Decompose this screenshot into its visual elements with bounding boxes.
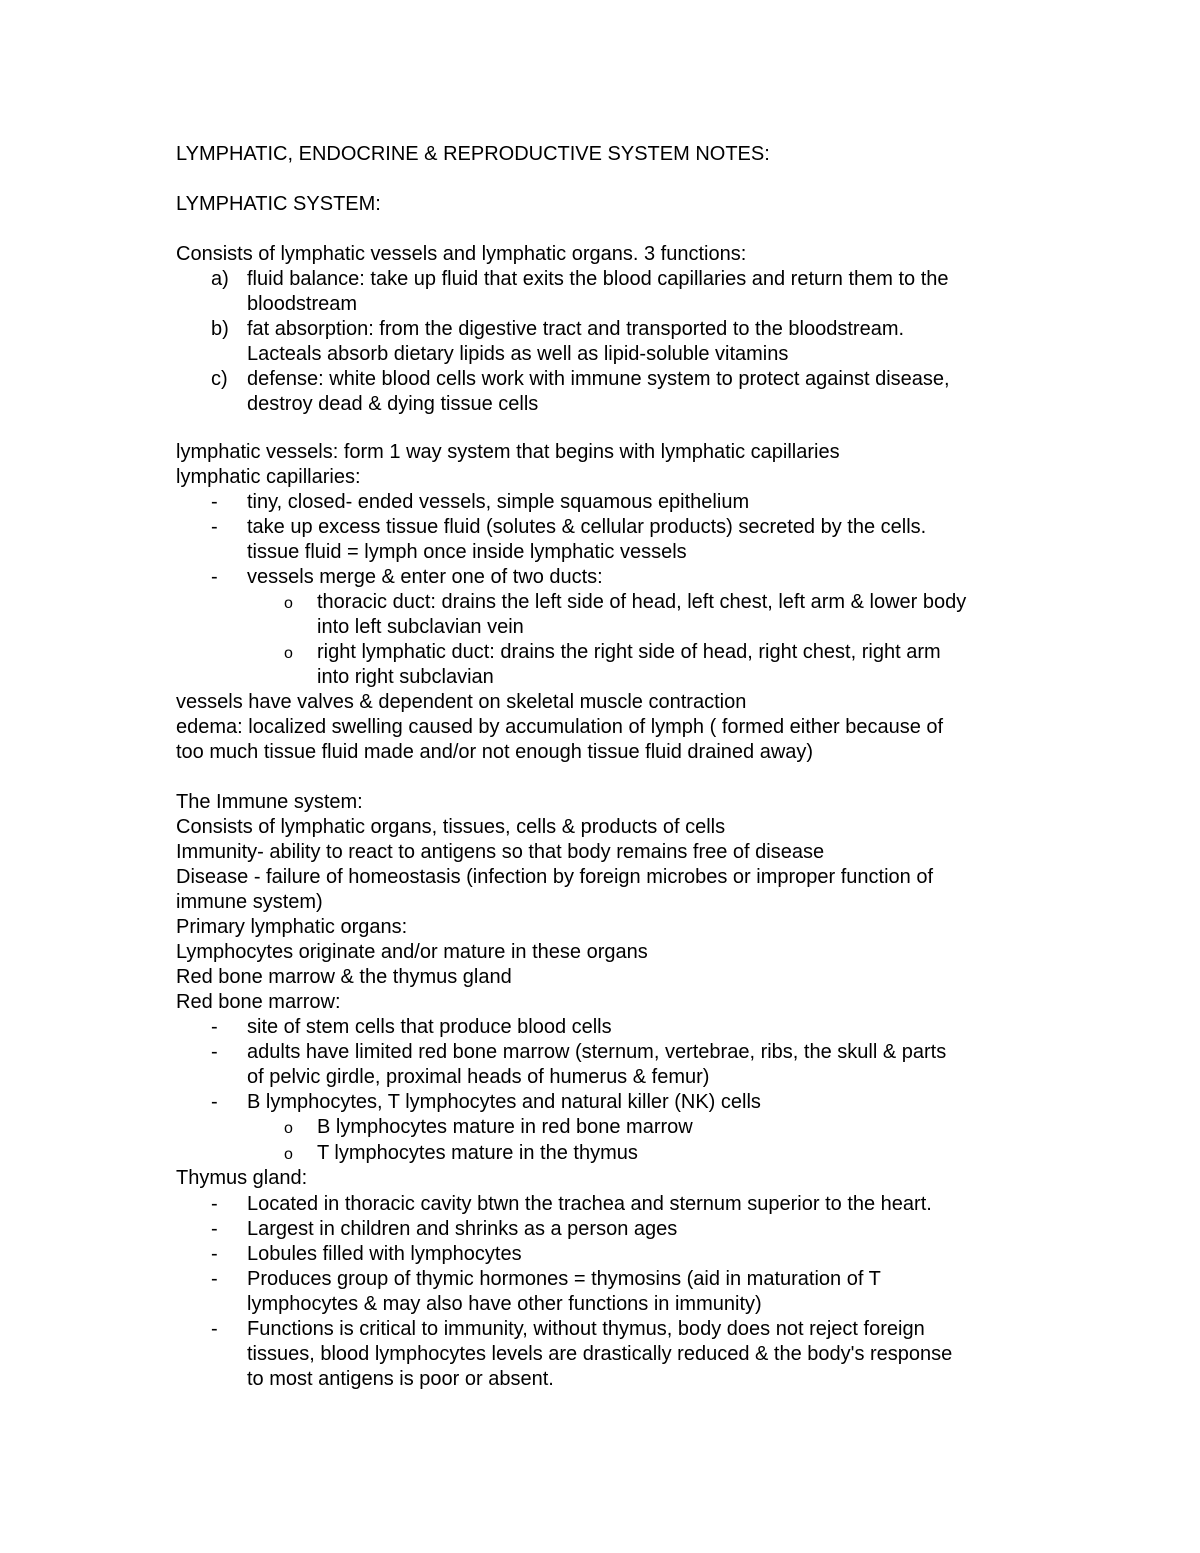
paragraph-line: Red bone marrow & the thymus gland [176,966,512,988]
section-heading: LYMPHATIC SYSTEM: [176,193,381,215]
paragraph-line: edema: localized swelling caused by accumulation of lymph ( formed either because of [176,716,944,738]
paragraph-line: too much tissue fluid made and/or not enough tissue fluid drained away) [176,741,814,763]
sublist-item-text: into left subclavian vein [317,616,524,638]
sublist-marker: o [284,645,293,662]
list-marker: - [211,491,218,513]
intro-text: Consists of lymphatic vessels and lymphatic organs. 3 functions: [176,243,747,265]
list-item-text: fat absorption: from the digestive tract and transported to the bloodstream. [247,318,905,340]
list-item-text: Lacteals absorb dietary lipids as well as lipid-soluble vitamins [247,343,789,365]
list-item-text: bloodstream [247,293,358,315]
paragraph-line: Immunity- ability to react to antigens so that body remains free of disease [176,841,825,863]
sublist-item-text: right lymphatic duct: drains the right side of head, right chest, right arm [317,641,941,663]
list-item-text: vessels merge & enter one of two ducts: [247,566,603,588]
paragraph-line: Disease - failure of homeostasis (infection by foreign microbes or improper function of [176,866,934,888]
list-item-text: Largest in children and shrinks as a person ages [247,1218,678,1240]
subheading: Red bone marrow: [176,991,341,1013]
sublist-item-text: into right subclavian [317,666,494,688]
subheading: Thymus gland: [176,1167,308,1189]
subheading: The Immune system: [176,791,363,813]
list-marker: c) [211,368,228,390]
list-item-text: of pelvic girdle, proximal heads of humerus & femur) [247,1066,710,1088]
list-item-text: tissue fluid = lymph once inside lymphatic vessels [247,541,687,563]
paragraph-line: Consists of lymphatic organs, tissues, cells & products of cells [176,816,726,838]
sublist-marker: o [284,1120,293,1137]
list-item-text: Lobules filled with lymphocytes [247,1243,522,1265]
paragraph-line: lymphatic vessels: form 1 way system that begins with lymphatic capillaries [176,441,840,463]
list-item-text: to most antigens is poor or absent. [247,1368,554,1390]
list-marker: b) [211,318,229,340]
list-item-text: B lymphocytes, T lymphocytes and natural killer (NK) cells [247,1091,761,1113]
sublist-item-text: thoracic duct: drains the left side of head, left chest, left arm & lower body [317,591,967,613]
paragraph-line: immune system) [176,891,323,913]
list-marker: - [211,1218,218,1240]
subheading: lymphatic capillaries: [176,466,361,488]
list-marker: - [211,1268,218,1290]
document-title: LYMPHATIC, ENDOCRINE & REPRODUCTIVE SYSTEM NOTES: [176,143,770,165]
sublist-marker: o [284,1146,293,1163]
list-item-text: destroy dead & dying tissue cells [247,393,539,415]
list-item-text: tissues, blood lymphocytes levels are drastically reduced & the body's response [247,1343,953,1365]
list-item-text: adults have limited red bone marrow (sternum, vertebrae, ribs, the skull & parts [247,1041,947,1063]
list-marker: - [211,516,218,538]
sublist-item-text: T lymphocytes mature in the thymus [317,1142,638,1164]
list-item-text: defense: white blood cells work with immune system to protect against disease, [247,368,950,390]
list-marker: - [211,1243,218,1265]
paragraph-line: vessels have valves & dependent on skeletal muscle contraction [176,691,747,713]
list-marker: - [211,1318,218,1340]
list-marker: - [211,1016,218,1038]
list-item-text: lymphocytes & may also have other functions in immunity) [247,1293,762,1315]
sublist-marker: o [284,595,293,612]
list-marker: - [211,1091,218,1113]
list-marker: - [211,1193,218,1215]
list-item-text: take up excess tissue fluid (solutes & cellular products) secreted by the cells. [247,516,927,538]
list-marker: - [211,566,218,588]
list-item-text: site of stem cells that produce blood cells [247,1016,612,1038]
list-item-text: tiny, closed- ended vessels, simple squamous epithelium [247,491,750,513]
list-item-text: Located in thoracic cavity btwn the trachea and sternum superior to the heart. [247,1193,932,1215]
list-marker: - [211,1041,218,1063]
subheading: Primary lymphatic organs: [176,916,408,938]
paragraph-line: Lymphocytes originate and/or mature in these organs [176,941,648,963]
list-item-text: Produces group of thymic hormones = thymosins (aid in maturation of T [247,1268,881,1290]
list-item-text: fluid balance: take up fluid that exits the blood capillaries and return them to the [247,268,949,290]
list-marker: a) [211,268,229,290]
sublist-item-text: B lymphocytes mature in red bone marrow [317,1116,693,1138]
list-item-text: Functions is critical to immunity, without thymus, body does not reject foreign [247,1318,925,1340]
